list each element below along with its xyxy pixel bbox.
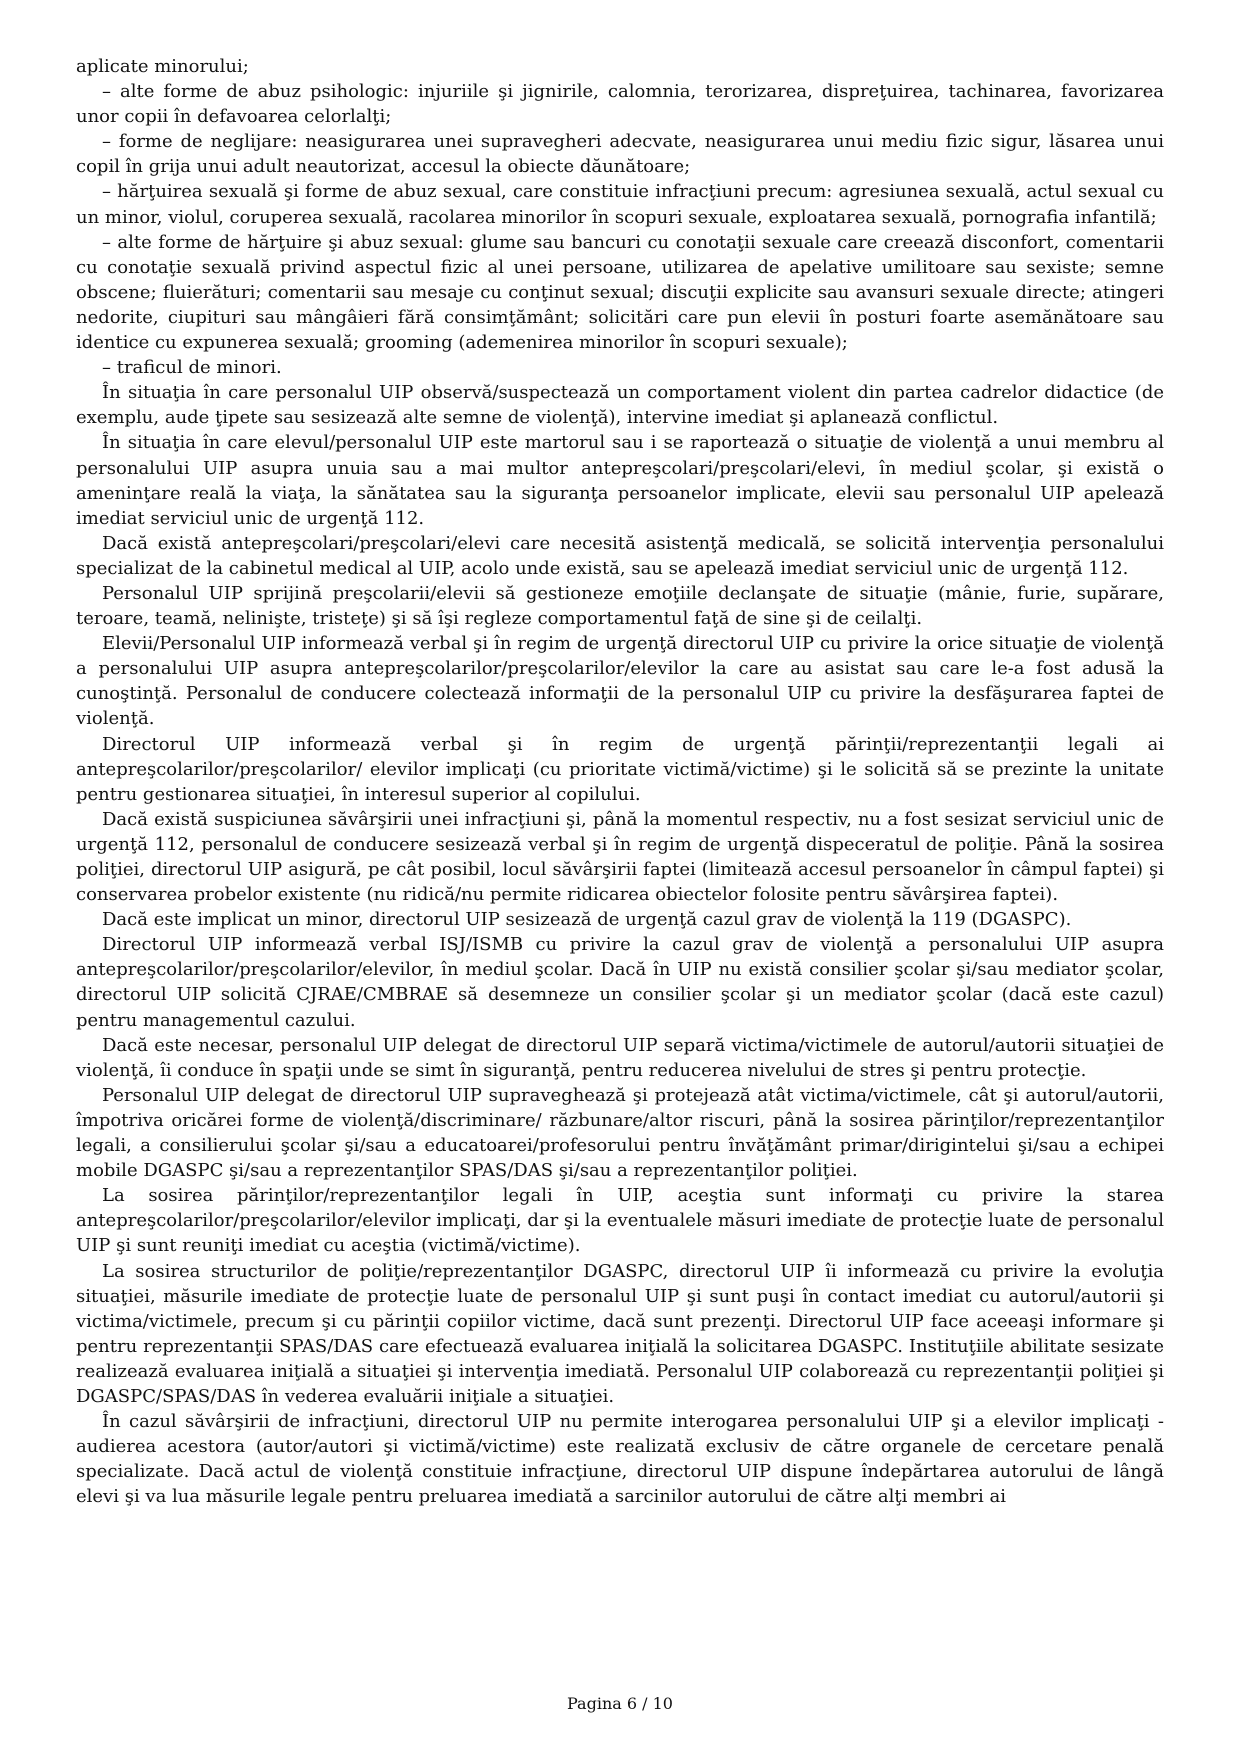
page-number-footer: Pagina 6 / 10 (567, 1694, 673, 1713)
paragraph: – forme de neglijare: neasigurarea unei supravegheri adecvate, neasigurarea unui mediu fizic sigur, lăsarea unui copil în grija unui adult neautorizat, accesul la obiecte dăunătoare; (76, 131, 1164, 178)
paragraph: Elevii/Personalul UIP informează verbal şi în regim de urgenţă directorul UIP cu privire la orice situaţie de violenţă a personalului UIP asupra antepreşcolarilor/preşcolarilor/elevilor la care au asistat sau care le-a fost adusă la cunoştinţă. Personalul de conducere colectează informaţii de la personalul UIP cu privire la desfăşurarea faptei de violenţă. (76, 633, 1164, 730)
document-body (76, 54, 1164, 1509)
paragraph: Dacă există antepreşcolari/preşcolari/elevi care necesită asistenţă medicală, se solicită intervenţia personalului specializat de la cabinetul medical al UIP, acolo unde există, sau se apelează imediat serviciul unic de urgenţă 112. (76, 532, 1164, 579)
paragraph: Personalul UIP delegat de directorul UIP supraveghează şi protejează atât victima/victimele, cât şi autorul/autorii, împotriva oricărei forme de violenţă/discriminare/ răzbunare/altor riscuri, până la sosirea părinţilor/reprezentanţilor legali, a consilierului şcolar şi/sau a educatoarei/profesorului pentru învăţământ primar/dirigintelui şi/sau a echipei mobile DGASPC şi/sau a reprezentanţilor SPAS/DAS şi/sau a reprezentanţilor poliţiei. (76, 1084, 1164, 1182)
paragraph: În cazul săvârşirii de infracţiuni, directorul UIP nu permite interogarea personalului UIP şi a elevilor implicaţi - audierea acestora (autor/autori şi victimă/victime) este realizată exclusiv de către organele de cercetare penală specializate. Dacă actul de violenţă constituie infracţiune, directorul UIP dispune îndepărtarea autorului de lângă elevi şi va lua măsurile legale pentru preluarea imediată a sarcinilor autorului de către alţi membri ai (76, 1411, 1164, 1508)
paragraph: – traficul de minori. (102, 357, 282, 379)
paragraph: aplicate minorului; (76, 56, 249, 77)
paragraph: Personalul UIP sprijină preşcolarii/elevii să gestioneze emoţiile declanşate de situaţie (mânie, furie, supărare, teroare, teamă, nelinişte, tristeţe) şi să îşi regleze comportamentul faţă de sine şi de ceilalţi. (76, 582, 1164, 630)
paragraph: Directorul UIP informează verbal ISJ/ISMB cu privire la cazul grav de violenţă a personalului UIP asupra antepreşcolarilor/preşcolarilor/elevilor, în mediul şcolar. Dacă în UIP nu există consilier şcolar şi/sau mediator şcolar, directorul UIP solicită CJRAE/CMBRAE să desemneze un consilier şcolar şi un mediator şcolar (dacă este cazul) pentru managementul cazului. (76, 934, 1164, 1031)
paragraph: La sosirea părinţilor/reprezentanţilor legali în UIP, aceştia sunt informaţi cu privire la starea antepreşcolarilor/preşcolarilor/elevilor implicaţi, dar şi la eventualele măsuri imediate de protecţie luate de personalul UIP şi sunt reuniţi imediat cu aceştia (victimă/victime). (76, 1185, 1164, 1257)
paragraph: – hărţuirea sexuală şi forme de abuz sexual, care constituie infracţiuni precum: agresiunea sexuală, actul sexual cu un minor, violul, coruperea sexuală, racolarea minorilor în scopuri sexuale, exploatarea sexuală, pornografia infantilă; (76, 181, 1164, 228)
paragraph: În situaţia în care elevul/personalul UIP este martorul sau i se raportează o situaţie de violenţă a unui membru al personalului UIP asupra unuia sau a mai multor antepreşcolari/preşcolari/elevi, în mediul şcolar, şi există o ameninţare reală la viaţa, la sănătatea sau la siguranţa persoanelor implicate, elevii sau personalul UIP apelează imediat serviciul unic de urgenţă 112. (76, 432, 1164, 529)
paragraph: – alte forme de abuz psihologic: injuriile şi jignirile, calomnia, terorizarea, dispreţuirea, tachinarea, favorizarea unor copii în defavoarea celorlalţi; (76, 81, 1164, 128)
paragraph: – alte forme de hărţuire şi abuz sexual: glume sau bancuri cu conotaţii sexuale care creează disconfort, comentarii cu conotaţie sexuală privind aspectul fizic al unei persoane, utilizarea de apelative umilitoare sau sexiste; semne obscene; fluierături; comentarii sau mesaje cu conţinut sexual; discuţii explicite sau avansuri sexuale directe; atingeri nedorite, ciupituri sau mângâieri fără consimţământ; solicitări care pun elevii în posturi foarte asemănătoare sau identice cu expunerea sexuală; grooming (ademenirea minorilor în scopuri sexuale); (76, 231, 1164, 354)
paragraph: La sosirea structurilor de poliţie/reprezentanţilor DGASPC, directorul UIP îi informează cu privire la evoluţia situaţiei, măsurile imediate de protecţie luate de personalul UIP şi sunt puşi în contact imediat cu autorul/autorii şi victima/victimele, precum şi cu părinţii copiilor victime, dacă sunt prezenţi. Directorul UIP face aceeaşi informare şi pentru reprezentanţii SPAS/DAS care efectuează evaluarea iniţială la solicitarea DGASPC. Instituţiile abilitate sesizate realizează evaluarea iniţială a situaţiei şi intervenţia imediată. Personalul UIP colaborează cu reprezentanţii poliţiei şi DGASPC/SPAS/DAS în vederea evaluării iniţiale a situaţiei. (76, 1260, 1164, 1407)
paragraph: Dacă este implicat un minor, directorul UIP sesizează de urgenţă cazul grav de violenţă la 119 (DGASPC). (102, 909, 1072, 931)
paragraph: Dacă este necesar, personalul UIP delegat de directorul UIP separă victima/victimele de autorul/autorii situaţiei de violenţă, îi conduce în spaţii unde se simt în siguranţă, pentru reducerea nivelului de stres şi pentru protecţie. (76, 1034, 1164, 1081)
paragraph: Dacă există suspiciunea săvârşirii unei infracţiuni şi, până la momentul respectiv, nu a fost sesizat serviciul unic de urgenţă 112, personalul de conducere sesizează verbal şi în regim de urgenţă dispeceratul de poliţie. Până la sosirea poliţiei, directorul UIP asigură, pe cât posibil, locul săvârşirii faptei (limitează accesul persoanelor în câmpul faptei) şi conservarea probelor existente (nu ridică/nu permite ridicarea obiectelor folosite pentru săvârşirea faptei). (76, 808, 1164, 906)
paragraph: În situaţia în care personalul UIP observă/suspectează un comportament violent din partea cadrelor didactice (de exemplu, aude ţipete sau sesizează alte semne de violenţă), intervine imediat şi aplanează conflictul. (76, 382, 1164, 429)
paragraph: Directorul UIP informează verbal şi în regim de urgenţă părinţii/reprezentanţii legali ai antepreşcolarilor/preşcolarilor/ elevilor implicaţi (cu prioritate victimă/victime) şi le solicită să se prezinte la unitate pentru gestionarea situaţiei, în interesul superior al copilului. (76, 733, 1164, 805)
